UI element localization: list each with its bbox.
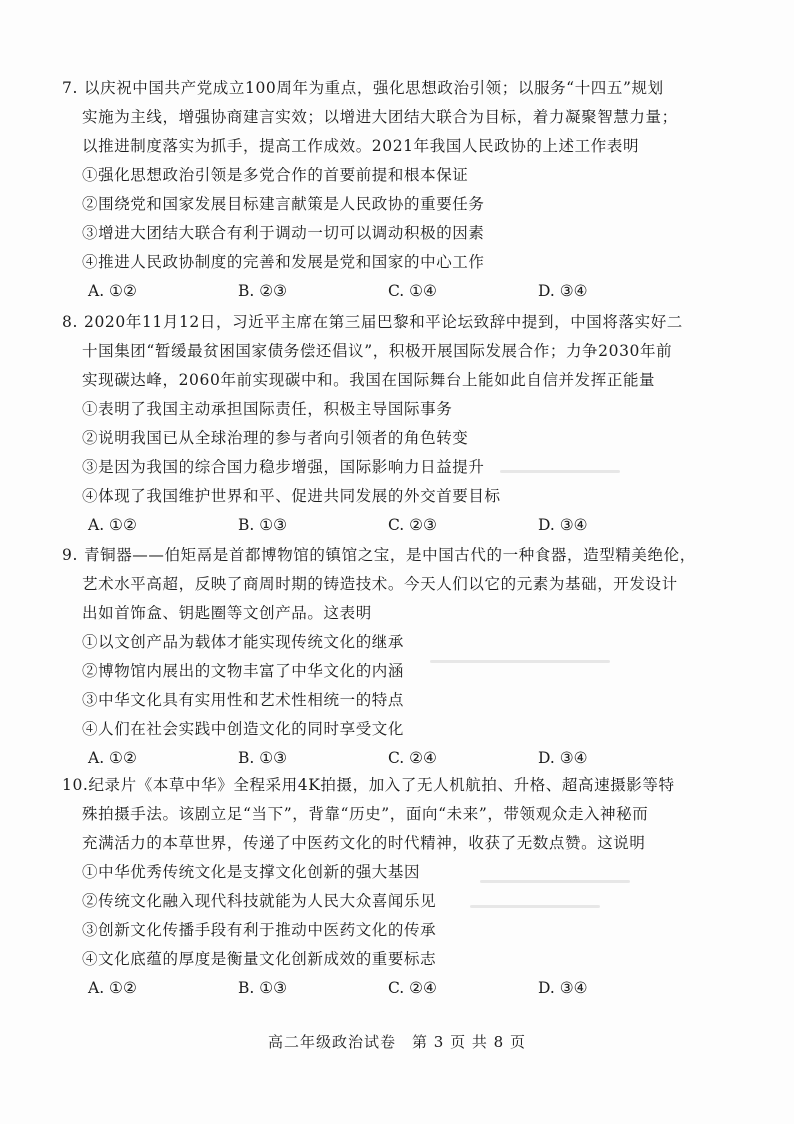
statement: ④推进人民政协制度的完善和发展是党和国家的中心工作 [82, 253, 485, 271]
statement: ③是因为我国的综合国力稳步增强，国际影响力日益提升 [82, 458, 485, 476]
choice-b: B. ①③ [238, 749, 288, 767]
stem-line: 出如首饰盒、钥匙圈等文创产品。这表明 [82, 604, 372, 622]
stem-line: 实施为主线，增强协商建言实效；以增进大团结大联合为目标，着力凝聚智慧力量； [82, 108, 678, 126]
answer-choices [62, 744, 742, 773]
stem-line: 实现碳达峰，2060年前实现碳中和。我国在国际舞台上能如此自信并发挥正能量 [82, 371, 656, 389]
statement: ①表明了我国主动承担国际责任，积极主导国际事务 [82, 400, 453, 418]
statement: ②围绕党和国家发展目标建言献策是人民政协的重要任务 [82, 195, 485, 213]
question-stem [62, 771, 742, 858]
stem-line: 青铜器——伯矩鬲是首都博物馆的镇馆之宝，是中国古代的一种食器，造型精美绝伦， [84, 546, 696, 564]
scan-speck [500, 470, 620, 473]
page-footer: 高二年级政治试卷 第 3 页 共 8 页 [268, 1033, 526, 1051]
statement-list [62, 395, 742, 511]
choice-c: C. ②③ [388, 516, 437, 534]
stem-line: 殊拍摄手法。该剧立足“当下”，背靠“历史”，面向“未来”，带领观众走入神秘而 [82, 805, 649, 823]
question-stem [62, 74, 742, 161]
statement: ②博物馆内展出的文物丰富了中华文化的内涵 [82, 662, 405, 680]
choice-a: A. ①② [88, 282, 137, 300]
question-number: 8. [62, 313, 78, 331]
choice-a: A. ①② [88, 749, 137, 767]
answer-choices [62, 974, 742, 1003]
choice-a: A. ①② [88, 979, 137, 997]
statement: ④人们在社会实践中创造文化的同时享受文化 [82, 720, 405, 738]
stem-line: 艺术水平高超，反映了商周时期的铸造技术。今天人们以它的元素为基础，开发设计 [82, 575, 678, 593]
statement-list [62, 628, 742, 744]
stem-line: 2020年11月12日，习近平主席在第三届巴黎和平论坛致辞中提到，中国将落实好二 [84, 313, 683, 331]
question-10 [62, 771, 742, 1003]
answer-choices [62, 277, 742, 306]
choice-d: D. ③④ [538, 282, 588, 300]
choice-d: D. ③④ [538, 749, 588, 767]
scan-speck [480, 880, 630, 883]
statement-list [62, 161, 742, 277]
stem-line: 以庆祝中国共产党成立100周年为重点，强化思想政治引领；以服务“十四五”规划 [84, 79, 664, 97]
statement: ①中华优秀传统文化是支撑文化创新的强大基因 [82, 863, 421, 881]
question-stem [62, 541, 742, 628]
statement: ①以文创产品为载体才能实现传统文化的继承 [82, 633, 405, 651]
question-number: 10. [62, 776, 89, 794]
statement: ③中华文化具有实用性和艺术性相统一的特点 [82, 691, 405, 709]
statement-list [62, 858, 742, 974]
question-stem [62, 308, 742, 395]
answer-choices [62, 511, 742, 540]
choice-b: B. ①③ [238, 516, 288, 534]
question-8 [62, 308, 742, 540]
stem-line: 纪录片《本草中华》全程采用4K拍摄，加入了无人机航拍、升格、超高速摄影等特 [88, 776, 675, 794]
choice-d: D. ③④ [538, 979, 588, 997]
statement: ②传统文化融入现代科技就能为人民大众喜闻乐见 [82, 892, 437, 910]
scan-speck [470, 905, 600, 908]
choice-b: B. ②③ [238, 282, 288, 300]
stem-line: 以推进制度落实为抓手，提高工作成效。2021年我国人民政协的上述工作表明 [82, 137, 640, 155]
question-9 [62, 541, 742, 773]
statement: ①强化思想政治引领是多党合作的首要前提和根本保证 [82, 166, 469, 184]
question-7 [62, 74, 742, 306]
stem-line: 充满活力的本草世界，传递了中医药文化的时代精神，收获了无数点赞。这说明 [82, 834, 646, 852]
question-number: 9. [62, 546, 78, 564]
question-number: 7. [62, 79, 78, 97]
statement: ③增进大团结大联合有利于调动一切可以调动积极的因素 [82, 224, 485, 242]
stem-line: 十国集团“暂缓最贫困国家债务偿还倡议”，积极开展国际发展合作；力争2030年前 [82, 342, 673, 360]
statement: ③创新文化传播手段有利于推动中医药文化的传承 [82, 921, 437, 939]
choice-a: A. ①② [88, 516, 137, 534]
statement: ④文化底蕴的厚度是衡量文化创新成效的重要标志 [82, 950, 437, 968]
statement: ②说明我国已从全球治理的参与者向引领者的角色转变 [82, 429, 469, 447]
choice-c: C. ②④ [388, 749, 437, 767]
choice-b: B. ①③ [238, 979, 288, 997]
statement: ④体现了我国维护世界和平、促进共同发展的外交首要目标 [82, 487, 501, 505]
choice-c: C. ①④ [388, 282, 437, 300]
choice-c: C. ②④ [388, 979, 437, 997]
scan-speck [430, 660, 610, 663]
choice-d: D. ③④ [538, 516, 588, 534]
